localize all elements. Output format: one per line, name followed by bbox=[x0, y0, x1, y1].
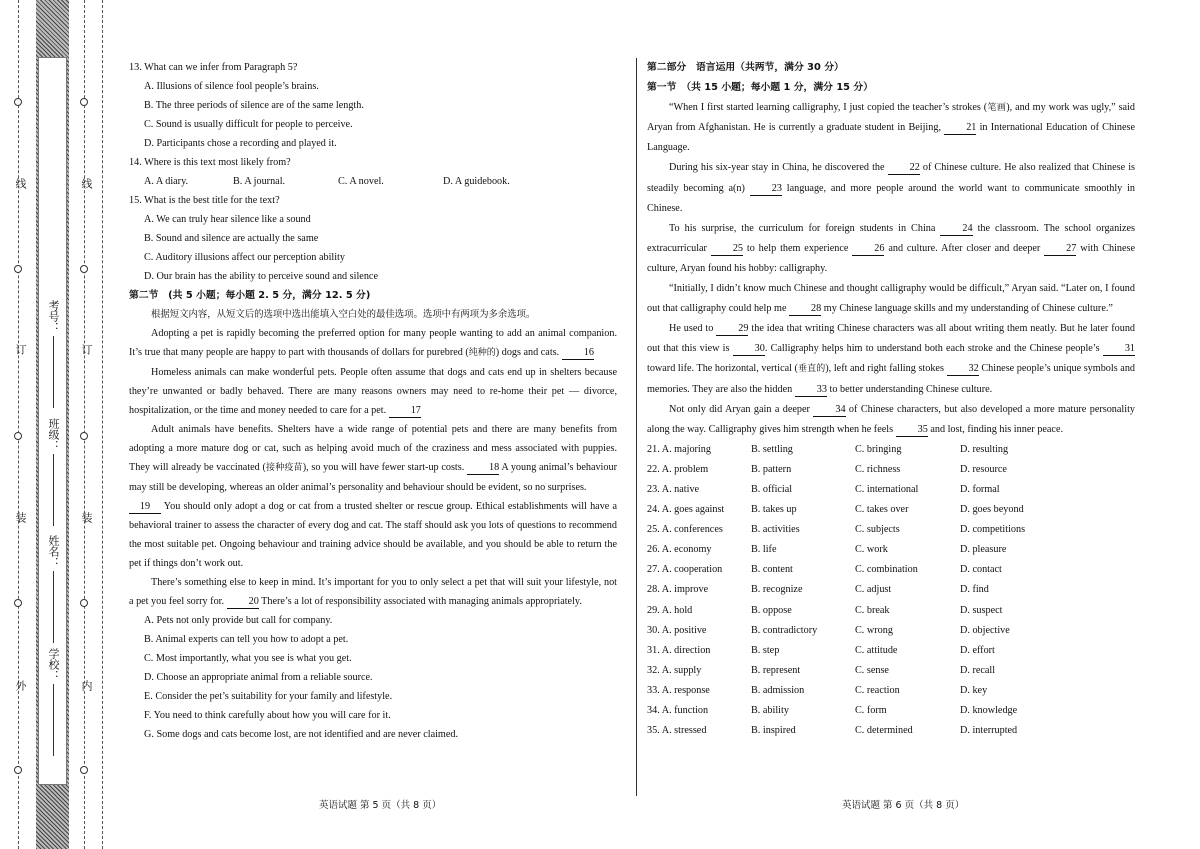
cloze-option-row bbox=[647, 601, 1135, 621]
cloze-option-row bbox=[647, 681, 1135, 701]
cloze-option-21-d[interactable]: D. resulting bbox=[960, 443, 1009, 455]
page-edge-line bbox=[102, 0, 103, 849]
cloze-option-22-c[interactable]: C. richness bbox=[855, 463, 901, 475]
blank-20[interactable]: 20 bbox=[227, 595, 259, 609]
passage-paragraph-5 bbox=[129, 573, 617, 611]
text: to better understanding Chinese culture. bbox=[826, 383, 993, 395]
cloze-option-31-b[interactable]: B. step bbox=[751, 644, 780, 656]
write-line bbox=[53, 336, 54, 408]
passage-paragraph-3 bbox=[129, 420, 617, 497]
blank-22[interactable]: 22 bbox=[888, 161, 920, 175]
text: “Initially, I didn’t know much Chinese and thought calligraphy would be difficult,” Aryan said. “Later on, I found out that calligraphy could help me bbox=[647, 283, 1135, 315]
cloze-option-row bbox=[647, 520, 1135, 540]
cloze-option-21-c[interactable]: C. bringing bbox=[855, 443, 902, 455]
text: ), and my work was ugly,” said Aryan from Afghanistan. He is currently a graduate student in Beijing, bbox=[647, 102, 1135, 134]
cloze-option-row bbox=[647, 721, 1135, 741]
text: Not only did Aryan gain a deeper bbox=[669, 403, 814, 415]
cut-mark-char: 线 bbox=[80, 178, 93, 189]
q15-option-d[interactable]: D. Our brain has the ability to perceive sound and silence bbox=[144, 271, 378, 282]
cloze-paragraph-2 bbox=[647, 158, 1135, 218]
text: toward life. The horizontal, vertical ( bbox=[647, 363, 798, 375]
choice-b[interactable]: B. Animal experts can tell you how to adopt a pet. bbox=[144, 634, 349, 645]
passage-paragraph-1 bbox=[129, 324, 617, 363]
cloze-option-28-a[interactable]: 28. A. improve bbox=[647, 584, 709, 596]
cloze-option-26-b[interactable]: B. life bbox=[751, 544, 777, 556]
column-divider bbox=[636, 58, 637, 796]
cloze-option-34-a[interactable]: 34. A. function bbox=[647, 705, 709, 716]
write-line bbox=[53, 571, 54, 643]
field-label: 姓名： bbox=[47, 535, 60, 568]
cloze-option-row bbox=[647, 621, 1135, 641]
blank-24[interactable]: 24 bbox=[940, 222, 972, 236]
cloze-option-30-b[interactable]: B. contradictory bbox=[751, 624, 818, 636]
text: ), so you will have fewer start-up costs. bbox=[302, 462, 467, 473]
binding-hole bbox=[14, 265, 22, 273]
page-5-column bbox=[129, 58, 617, 744]
binding-hole bbox=[14, 98, 22, 106]
chinese-gloss: 纯种的 bbox=[468, 348, 496, 358]
text: the idea that writing Chinese characters was all about writing them neatly. But he later found out that this view is bbox=[647, 323, 1136, 355]
section-2-instruction: 根据短文内容，从短文后的选项中选出能填入空白处的最佳选项。选项中有两项为多余选项。 bbox=[151, 309, 536, 320]
section-2-title: 第二节 (共 5 小题；每小题 2. 5 分，满分 12. 5 分) bbox=[129, 290, 371, 301]
blank-23[interactable]: 23 bbox=[750, 182, 782, 196]
text: A young animal’s behaviour may still be developing, whereas an older animal’s personality and behaviour should be evident, so no surprises. bbox=[129, 462, 617, 493]
q15-option-b[interactable]: B. Sound and silence are actually the same bbox=[144, 233, 319, 244]
q15-option-c[interactable]: C. Auditory illusions affect our perception ability bbox=[144, 252, 345, 263]
cloze-option-25-b[interactable]: B. activities bbox=[751, 524, 800, 536]
cloze-option-row bbox=[647, 580, 1135, 600]
text: “When I first started learning calligraphy, I just copied the teacher’s strokes ( bbox=[669, 102, 988, 114]
field-label: 班级： bbox=[47, 418, 60, 451]
cloze-option-22-a[interactable]: 22. A. problem bbox=[647, 463, 709, 475]
cloze-option-29-a[interactable]: 29. A. hold bbox=[647, 604, 693, 616]
cloze-option-24-b[interactable]: B. takes up bbox=[751, 504, 797, 516]
text: ) dogs and cats. bbox=[495, 347, 562, 358]
blank-34[interactable]: 34 bbox=[813, 403, 845, 417]
cloze-option-32-a[interactable]: 32. A. supply bbox=[647, 664, 702, 676]
q14-option-d[interactable]: D. A guidebook. bbox=[443, 176, 510, 187]
question-14-stem: 14. Where is this text most likely from? bbox=[129, 157, 291, 168]
blank-18[interactable]: 18 bbox=[467, 461, 499, 475]
binding-hole bbox=[14, 432, 22, 440]
q14-options bbox=[129, 172, 617, 191]
blank-26[interactable]: 26 bbox=[852, 242, 884, 256]
blank-30[interactable]: 30 bbox=[733, 342, 765, 356]
blank-16[interactable]: 16 bbox=[562, 346, 594, 360]
q13-option-b[interactable]: B. The three periods of silence are of the same length. bbox=[144, 100, 364, 111]
cloze-option-34-b[interactable]: B. ability bbox=[751, 705, 789, 716]
q14-option-b[interactable]: B. A journal. bbox=[233, 176, 286, 187]
binding-hole bbox=[80, 599, 88, 607]
cloze-option-32-b[interactable]: B. represent bbox=[751, 664, 801, 676]
write-line bbox=[53, 454, 54, 526]
text: ), left and right falling stokes bbox=[825, 363, 947, 375]
text: Homeless animals can make wonderful pets. People often assume that dogs and cats end up in shelters because they’re unwanted or badly behaved. There are many reasons owners may need to re-home their pet — divorce, hospitalization, or the time and money needed to care for a pet. bbox=[129, 367, 617, 416]
cut-mark-char: 订 bbox=[80, 344, 93, 355]
q14-option-a[interactable]: A. A diary. bbox=[144, 176, 189, 187]
cloze-options-grid bbox=[647, 440, 1135, 741]
blank-25[interactable]: 25 bbox=[711, 242, 743, 256]
cloze-option-26-a[interactable]: 26. A. economy bbox=[647, 544, 712, 556]
chinese-gloss: 接种疫苗 bbox=[265, 463, 303, 473]
cloze-option-35-d[interactable]: D. interrupted bbox=[960, 725, 1018, 737]
cloze-option-29-d[interactable]: D. suspect bbox=[960, 604, 1003, 616]
cloze-option-27-b[interactable]: B. content bbox=[751, 564, 793, 576]
cloze-option-row bbox=[647, 701, 1135, 721]
cloze-paragraph-4 bbox=[647, 279, 1135, 319]
cloze-option-32-c[interactable]: C. sense bbox=[855, 664, 889, 676]
cloze-paragraph-3 bbox=[647, 219, 1135, 279]
question-13-stem: 13. What can we infer from Paragraph 5? bbox=[129, 62, 298, 73]
cloze-option-23-b[interactable]: B. official bbox=[751, 483, 793, 495]
binding-hole bbox=[80, 766, 88, 774]
cloze-option-25-d[interactable]: D. competitions bbox=[960, 524, 1026, 536]
cloze-option-35-c[interactable]: C. determined bbox=[855, 725, 913, 737]
cut-mark-char: 装 bbox=[14, 512, 27, 523]
cloze-paragraph-6 bbox=[647, 400, 1135, 440]
cloze-option-31-a[interactable]: 31. A. direction bbox=[647, 644, 711, 656]
field-label: 学校： bbox=[47, 648, 60, 681]
passage-paragraph-4 bbox=[129, 497, 617, 573]
cloze-option-27-c[interactable]: C. combination bbox=[855, 564, 918, 576]
text: to help them experience bbox=[743, 242, 853, 254]
cloze-option-row bbox=[647, 560, 1135, 580]
blank-33[interactable]: 33 bbox=[795, 383, 827, 397]
blank-31[interactable]: 31 bbox=[1103, 342, 1135, 356]
cloze-option-row bbox=[647, 460, 1135, 480]
cloze-option-23-d[interactable]: D. formal bbox=[960, 483, 1000, 495]
blank-32[interactable]: 32 bbox=[947, 362, 979, 376]
cloze-option-row bbox=[647, 641, 1135, 661]
cloze-option-23-a[interactable]: 23. A. native bbox=[647, 483, 700, 495]
choice-g[interactable]: G. Some dogs and cats become lost, are not identified and are never claimed. bbox=[144, 729, 459, 740]
blank-28[interactable]: 28 bbox=[789, 302, 821, 316]
cloze-option-24-a[interactable]: 24. A. goes against bbox=[647, 504, 725, 516]
text: of Chinese characters, but also developed a more mature personality along the way. Calligraphy gives him strength when he feels bbox=[647, 403, 1135, 435]
exam-number-field[interactable] bbox=[45, 300, 61, 408]
blank-27[interactable]: 27 bbox=[1044, 242, 1076, 256]
class-field[interactable] bbox=[45, 418, 61, 526]
cut-mark-char: 线 bbox=[14, 178, 27, 189]
text: the classroom. The school organizes extracurricular bbox=[647, 222, 1136, 254]
q13-option-a[interactable]: A. Illusions of silence fool people’s brains. bbox=[144, 81, 319, 92]
choice-c[interactable]: C. Most importantly, what you see is what you get. bbox=[144, 653, 352, 664]
cloze-option-35-a[interactable]: 35. A. stressed bbox=[647, 725, 707, 737]
cloze-option-29-b[interactable]: B. oppose bbox=[751, 604, 792, 616]
blank-29[interactable]: 29 bbox=[716, 322, 748, 336]
q15-option-a[interactable]: A. We can truly hear silence like a sound bbox=[144, 214, 311, 225]
text: and lost, finding his inner peace. bbox=[927, 423, 1064, 435]
cloze-option-31-d[interactable]: D. effort bbox=[960, 644, 995, 656]
binding-hole bbox=[14, 599, 22, 607]
cloze-option-28-b[interactable]: B. recognize bbox=[751, 584, 803, 596]
cloze-option-27-d[interactable]: D. contact bbox=[960, 564, 1002, 576]
cut-mark-char: 装 bbox=[80, 512, 93, 523]
text: in International Education of Chinese Language. bbox=[647, 122, 1135, 154]
cloze-option-25-a[interactable]: 25. A. conferences bbox=[647, 524, 723, 536]
cloze-option-22-b[interactable]: B. pattern bbox=[751, 463, 792, 475]
text: language, and more people around the world want to communicate smoothly in Chinese. bbox=[647, 182, 1135, 214]
chinese-gloss: 垂直的 bbox=[797, 364, 826, 375]
cloze-option-row bbox=[647, 480, 1135, 500]
cloze-option-25-c[interactable]: C. subjects bbox=[855, 524, 900, 536]
q13-option-d[interactable]: D. Participants chose a recording and played it. bbox=[144, 138, 337, 149]
text: There’s a lot of responsibility associated with managing animals appropriately. bbox=[258, 596, 582, 607]
cloze-option-24-c[interactable]: C. takes over bbox=[855, 504, 909, 516]
outer-cut-line bbox=[18, 0, 19, 849]
cut-mark-char: 外 bbox=[14, 680, 27, 691]
cloze-option-30-d[interactable]: D. objective bbox=[960, 624, 1010, 636]
passage-paragraph-2 bbox=[129, 363, 617, 420]
choice-f[interactable]: F. You need to think carefully about how you will care for it. bbox=[144, 710, 391, 721]
write-line bbox=[53, 684, 54, 756]
text: You should only adopt a dog or cat from a trusted shelter or rescue group. Ethical establishments will have a behavioral trainer to assess the character of every dog and cat. The staff should ask you lots of questions to recommend the most suitable pet. Ongoing behaviour and training advice should be available, and you should be able to return the pet if things don’t work out. bbox=[129, 501, 617, 569]
cloze-option-22-d[interactable]: D. resource bbox=[960, 463, 1007, 475]
text: To his surprise, the curriculum for foreign students in China bbox=[669, 222, 941, 234]
q13-option-c[interactable]: C. Sound is usually difficult for people to perceive. bbox=[144, 119, 353, 130]
cloze-option-28-c[interactable]: C. adjust bbox=[855, 584, 892, 596]
choice-e[interactable]: E. Consider the pet’s suitability for your family and lifestyle. bbox=[144, 691, 393, 702]
cloze-option-35-b[interactable]: B. inspired bbox=[751, 725, 796, 737]
cloze-option-30-a[interactable]: 30. A. positive bbox=[647, 624, 707, 636]
page-6-footer: 英语试题 第 6 页（共 8 页） bbox=[842, 800, 965, 811]
binding-hole bbox=[14, 766, 22, 774]
cloze-option-31-c[interactable]: C. attitude bbox=[855, 644, 898, 656]
cloze-option-32-d[interactable]: D. recall bbox=[960, 664, 996, 676]
blank-21[interactable]: 21 bbox=[944, 121, 976, 135]
cloze-option-33-d[interactable]: D. key bbox=[960, 684, 988, 696]
page-6-column bbox=[647, 58, 1135, 741]
binding-hole bbox=[80, 432, 88, 440]
cloze-option-34-c[interactable]: C. form bbox=[855, 705, 887, 716]
field-label: 考号： bbox=[47, 300, 60, 333]
school-field[interactable] bbox=[45, 648, 61, 756]
cloze-option-21-a[interactable]: 21. A. majoring bbox=[647, 443, 711, 455]
chinese-gloss: 笔画 bbox=[987, 103, 1007, 114]
cloze-option-33-b[interactable]: B. admission bbox=[751, 684, 805, 696]
cloze-option-26-c[interactable]: C. work bbox=[855, 544, 888, 556]
cloze-option-29-c[interactable]: C. break bbox=[855, 604, 890, 616]
cloze-option-23-c[interactable]: C. international bbox=[855, 483, 919, 495]
binding-hole bbox=[80, 98, 88, 106]
cloze-option-30-c[interactable]: C. wrong bbox=[855, 624, 893, 636]
q14-option-c[interactable]: C. A novel. bbox=[338, 176, 384, 187]
cloze-option-34-d[interactable]: D. knowledge bbox=[960, 705, 1018, 716]
binding-margin bbox=[0, 0, 108, 849]
choice-d[interactable]: D. Choose an appropriate animal from a reliable source. bbox=[144, 672, 373, 683]
blank-17[interactable]: 17 bbox=[389, 404, 421, 418]
question-15-stem: 15. What is the best title for the text? bbox=[129, 195, 280, 206]
part-2-title: 第二部分 语言运用（共两节，满分 30 分） bbox=[647, 62, 844, 73]
cut-mark-char: 内 bbox=[80, 680, 93, 691]
cloze-option-21-b[interactable]: B. settling bbox=[751, 443, 793, 455]
name-field[interactable] bbox=[45, 535, 61, 643]
cloze-option-24-d[interactable]: D. goes beyond bbox=[960, 504, 1024, 516]
text: Chinese people’s unique symbols and memories. They are also the hidden bbox=[647, 363, 1136, 395]
cloze-option-row bbox=[647, 440, 1135, 460]
text: There’s something else to keep in mind. It’s important for you to only select a pet that will suit your lifestyle, not a pet you feel sorry for. bbox=[129, 577, 617, 607]
binding-hole bbox=[80, 265, 88, 273]
cloze-option-26-d[interactable]: D. pleasure bbox=[960, 544, 1007, 556]
text: . Calligraphy helps him to understand both each stroke and the Chinese people’s bbox=[764, 343, 1103, 355]
cloze-option-27-a[interactable]: 27. A. cooperation bbox=[647, 564, 723, 576]
choice-a[interactable]: A. Pets not only provide but call for company. bbox=[144, 615, 333, 626]
cloze-option-row bbox=[647, 500, 1135, 520]
text: During his six-year stay in China, he discovered the bbox=[669, 162, 888, 174]
cloze-option-33-c[interactable]: C. reaction bbox=[855, 684, 900, 696]
cloze-option-row bbox=[647, 661, 1135, 681]
cut-mark-char: 订 bbox=[14, 344, 27, 355]
text: of Chinese culture. He also realized that Chinese is steadily becoming a(n) bbox=[647, 162, 1135, 194]
text: Adult animals have benefits. Shelters have a wide range of potential pets and there are many benefits from adopting a more mature dog or cat, such as helping avoid much of the craziness and mess associated with puppies. They will already be vaccinated ( bbox=[129, 424, 617, 473]
cloze-option-33-a[interactable]: 33. A. response bbox=[647, 684, 710, 696]
section-1-title: 第一节 （共 15 小题；每小题 1 分，满分 15 分） bbox=[647, 82, 873, 94]
blank-35[interactable]: 35 bbox=[896, 423, 928, 437]
text: with Chinese culture, Aryan found his hobby: calligraphy. bbox=[647, 242, 1136, 274]
text: my Chinese language skills and my understanding of Chinese culture.” bbox=[821, 303, 1113, 315]
blank-19[interactable]: 19 bbox=[129, 500, 161, 514]
cloze-paragraph-5 bbox=[647, 319, 1135, 399]
page-5-footer: 英语试题 第 5 页（共 8 页） bbox=[319, 800, 442, 811]
text: and culture. After closer and deeper bbox=[884, 242, 1045, 254]
cloze-paragraph-1 bbox=[647, 98, 1135, 158]
cloze-option-28-d[interactable]: D. find bbox=[960, 584, 989, 596]
cloze-option-row bbox=[647, 540, 1135, 560]
text: Adopting a pet is rapidly becoming the preferred option for many people wanting to add an animal companion. It’s true that many people are happy to part with thousands of dollars for purebred ( bbox=[129, 328, 617, 358]
text: He used to bbox=[669, 323, 717, 335]
inner-cut-line bbox=[84, 0, 85, 849]
